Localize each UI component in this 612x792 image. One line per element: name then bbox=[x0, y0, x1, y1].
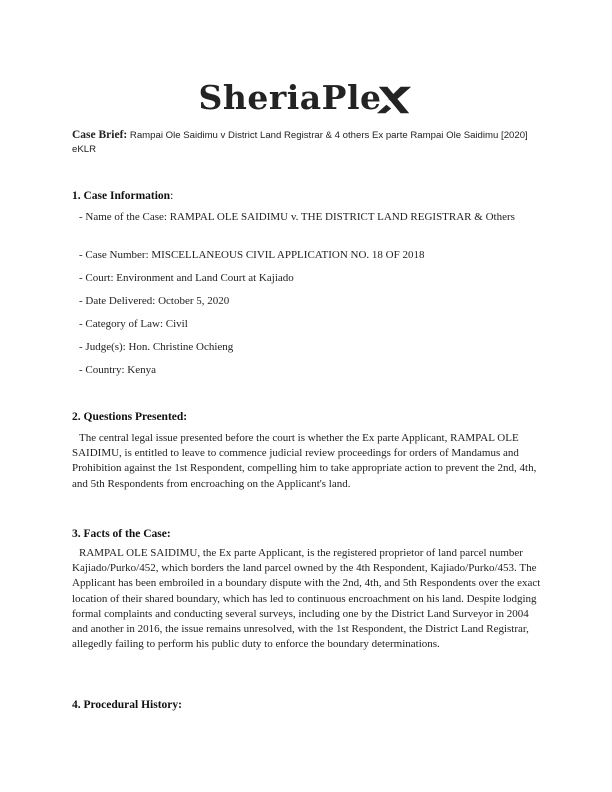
sheriaplex-x-mark-icon bbox=[375, 81, 413, 119]
case-brief-title: Rampai Ole Saidimu v District Land Registrar & 4 others Ex parte Rampai Ole Saidimu [2020] eKLR bbox=[72, 130, 528, 155]
info-item-name: - Name of the Case: RAMPAL OLE SAIDIMU v. THE DISTRICT LAND REGISTRAR & Others bbox=[79, 211, 515, 223]
questions-presented-body: The central legal issue presented before the court is whether the Ex parte Applicant, RAMPAL OLE SAIDIMU, is entitled to leave to commence judicial review proceedings for orders of Mandamus and Prohibition against the 1st Respondent, compelling him to take appropriate action to prevent the 2nd, 4th, and 5th Respondents from encroaching on the Applicant's land. bbox=[72, 432, 537, 490]
section-heading-procedural-history: 4. Procedural History: bbox=[72, 699, 182, 711]
section-heading-questions-presented: 2. Questions Presented: bbox=[72, 411, 188, 423]
info-item-country: - Country: Kenya bbox=[79, 364, 156, 376]
info-item-category: - Category of Law: Civil bbox=[79, 318, 188, 330]
info-item-case-number: - Case Number: MISCELLANEOUS CIVIL APPLICATION NO. 18 OF 2018 bbox=[79, 249, 425, 261]
info-item-court: - Court: Environment and Land Court at Kajiado bbox=[79, 272, 294, 284]
info-item-judge: - Judge(s): Hon. Christine Ochieng bbox=[79, 341, 234, 353]
section-heading-facts: 3. Facts of the Case: bbox=[72, 528, 171, 540]
info-item-date: - Date Delivered: October 5, 2020 bbox=[79, 295, 230, 307]
case-brief-line bbox=[72, 128, 542, 157]
logo-wordmark: SheriaPle bbox=[198, 78, 382, 117]
section-heading-case-information: 1. Case Information: bbox=[72, 190, 174, 202]
case-brief-label: Case Brief: bbox=[72, 129, 128, 141]
sheriaplex-logo bbox=[0, 70, 612, 126]
facts-body: RAMPAL OLE SAIDIMU, the Ex parte Applicant, is the registered proprietor of land parcel number Kajiado/Purko/452, which borders the land parcel owned by the 4th Respondent, Kajiado/Purko/453. The Applicant has been embroiled in a boundary dispute with the 2nd, 4th, and 5th Respondents over the exact location of their shared boundary, which has led to continuous encroachment on his land. Despite lodging formal complaints and conducting several surveys, including one by the District Land Surveyor in 2004 and another in 2016, the issue remains unresolved, with the 1st Respondent, the District Land Registrar, allegedly failing to perform his public duty to enforce the boundary determinations. bbox=[72, 547, 541, 651]
